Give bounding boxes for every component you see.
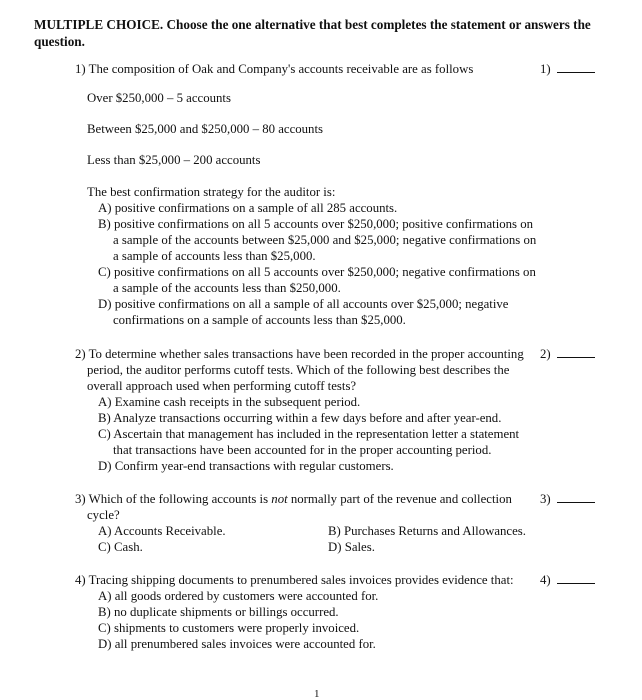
option-d-cont: confirmations on a sample of accounts less than $25,000. [113, 313, 406, 327]
instructions-header [34, 16, 591, 50]
option-c: C) Cash. [98, 540, 143, 554]
option-c: C) Ascertain that management has included in the representation letter a statement [98, 427, 520, 441]
option-b-cont: a sample of accounts less than $25,000. [113, 249, 316, 263]
answer-number: 2) [540, 347, 551, 361]
data-line: Over $250,000 – 5 accounts [87, 91, 231, 105]
option-b: B) no duplicate shipments or billings occurred. [98, 605, 339, 619]
question-2-stem: 2) To determine whether sales transactions have been recorded in the proper accounting [75, 347, 524, 361]
question-4-answer-slot[interactable] [540, 572, 595, 588]
option-d: D) positive confirmations on all a sample of all accounts over $25,000; negative [98, 297, 509, 311]
question-3-answer-slot[interactable] [540, 491, 595, 507]
option-d: D) Sales. [328, 540, 375, 554]
data-line: Less than $25,000 – 200 accounts [87, 153, 261, 167]
option-d: D) all prenumbered sales invoices were accounted for. [98, 637, 376, 651]
option-a: A) all goods ordered by customers were accounted for. [98, 589, 379, 603]
question-3-stem [75, 491, 512, 507]
option-b-cont: a sample of the accounts between $25,000 and $25,000; negative confirmations on [113, 233, 537, 247]
option-b: B) Purchases Returns and Allowances. [328, 524, 526, 538]
page-number: 1 [314, 688, 320, 700]
question-1-stem-2: The best confirmation strategy for the auditor is: [87, 185, 336, 199]
header-line-1: MULTIPLE CHOICE. Choose the one alternative that best completes the statement or answers the [34, 17, 591, 32]
stem-start: 3) Which of the following accounts is [75, 492, 272, 506]
answer-number: 4) [540, 573, 551, 587]
option-c: C) shipments to customers were properly invoiced. [98, 621, 360, 635]
question-2-stem-cont: overall approach used when performing cutoff tests? [87, 379, 357, 393]
option-a: A) positive confirmations on a sample of all 285 accounts. [98, 201, 398, 215]
answer-blank[interactable] [557, 492, 595, 503]
answer-blank[interactable] [557, 573, 595, 584]
question-2-answer-slot[interactable] [540, 346, 595, 362]
option-a: A) Accounts Receivable. [98, 524, 226, 538]
emphasis-not: not [271, 492, 288, 506]
option-c-cont: a sample of the accounts less than $250,000. [113, 281, 341, 295]
answer-number: 1) [540, 62, 551, 76]
option-d: D) Confirm year-end transactions with regular customers. [98, 459, 394, 473]
stem-end: normally part of the revenue and collection [287, 492, 512, 506]
question-3-stem-cont: cycle? [87, 508, 120, 522]
option-b: B) Analyze transactions occurring within a few days before and after year-end. [98, 411, 502, 425]
answer-number: 3) [540, 492, 551, 506]
question-4-stem: 4) Tracing shipping documents to prenumbered sales invoices provides evidence that: [75, 573, 514, 587]
question-1-stem: 1) The composition of Oak and Company's accounts receivable are as follows [75, 62, 474, 76]
option-c: C) positive confirmations on all 5 accounts over $250,000; negative confirmations on [98, 265, 536, 279]
answer-blank[interactable] [557, 62, 595, 73]
option-a: A) Examine cash receipts in the subsequent period. [98, 395, 361, 409]
header-line-2: question. [34, 34, 85, 49]
question-2-stem-cont: period, the auditor performs cutoff tests. Which of the following best describes the [87, 363, 510, 377]
answer-blank[interactable] [557, 347, 595, 358]
question-1-answer-slot[interactable] [540, 61, 595, 77]
option-c-cont: that transactions have been accounted for in the proper accounting period. [113, 443, 492, 457]
option-b: B) positive confirmations on all 5 accounts over $250,000; positive confirmations on [98, 217, 534, 231]
data-line: Between $25,000 and $250,000 – 80 accounts [87, 122, 323, 136]
